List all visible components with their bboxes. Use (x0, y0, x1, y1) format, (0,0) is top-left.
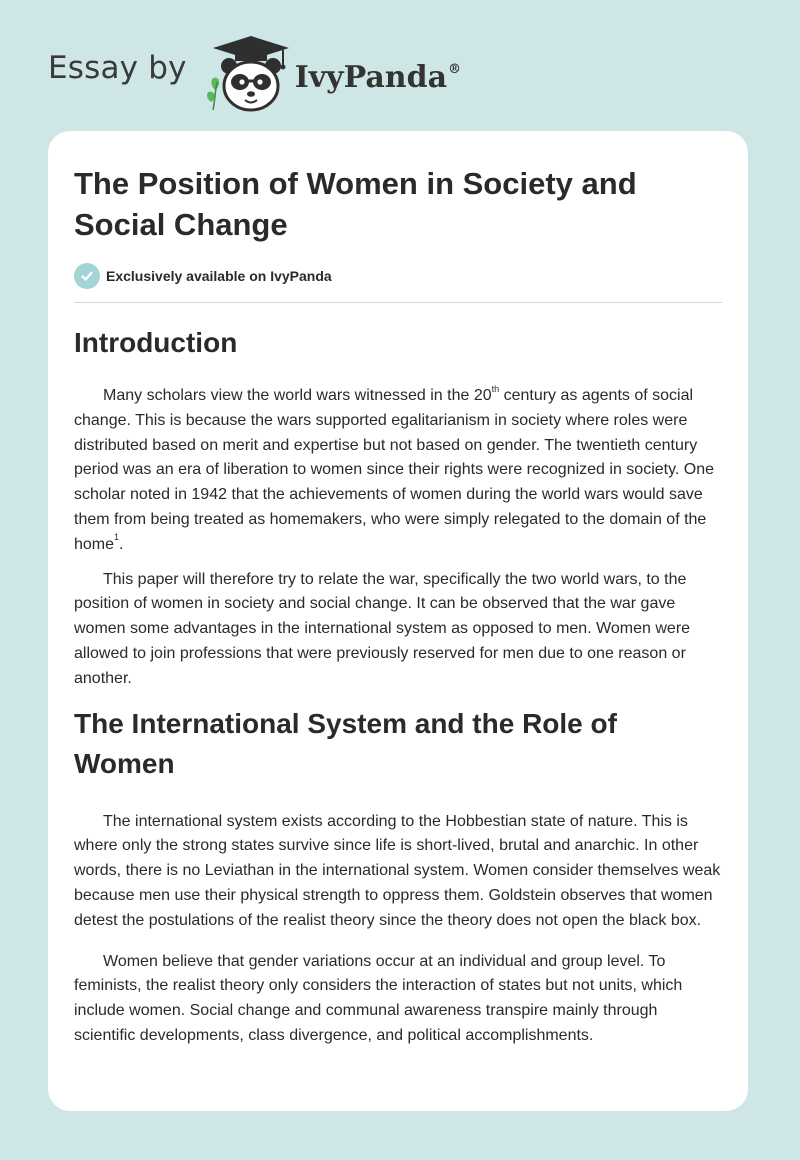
checkmark-icon (74, 263, 100, 289)
essay-card (48, 131, 748, 1111)
exclusive-badge (74, 263, 722, 289)
brand-prefix: Essay by (48, 50, 187, 86)
panda-logo-icon[interactable] (201, 34, 293, 114)
paragraph: Women believe that gender variations occur at an individual and group level. To feminists, the realist theory only considers the interaction of states but not units, which include women. Social change and communal awareness transpire mainly through scientific developments, class divergence, and political accomplishments. (74, 952, 683, 1044)
brand-header (48, 34, 461, 114)
footnote-ref[interactable]: 1 (114, 532, 120, 543)
section-heading-international-system: The International System and the Role of Women (74, 707, 617, 779)
paragraph: Many scholars view the world wars witnessed in the 20th century as agents of social change. This is because the wars supported egalitarianism in society where roles were distributed based on merit and expertise but not based on gender. The twentieth century period was an era of liberation to women since their rights were recognized in society. One scholar noted in 1942 that the achievements of women during the world wars would save them from being treated as homemakers, who were simply relegated to the domain of the home$^1$. (74, 383, 715, 553)
essay-title: The Position of Women in Society and Social Change (74, 166, 637, 242)
divider (74, 302, 722, 303)
registered-mark: ® (448, 61, 462, 77)
superscript: th (491, 383, 500, 394)
brand-name: IvyPanda® (294, 59, 462, 95)
paragraph: The international system exists according to the Hobbestian state of nature. This is where only the strong states survive since life is short-lived, brutal and anarchic. In other words, there is no Leviathan in the international system. Women consider themselves weak because men use their physical strength to oppress them. Goldstein observes that women detest the postulations of the realist theory since the theory does not open the black box. (74, 812, 721, 929)
paragraph: This paper will therefore try to relate the war, specifically the two world wars, to the position of women in society and social change. It can be observed that the war gave women some advantages in the international system as opposed to men. Women were allowed to join professions that were previously reserved for men due to one reason or another. (74, 570, 691, 687)
section-heading-introduction: Introduction (74, 327, 238, 358)
exclusive-badge-label: Exclusively available on IvyPanda (106, 268, 332, 284)
